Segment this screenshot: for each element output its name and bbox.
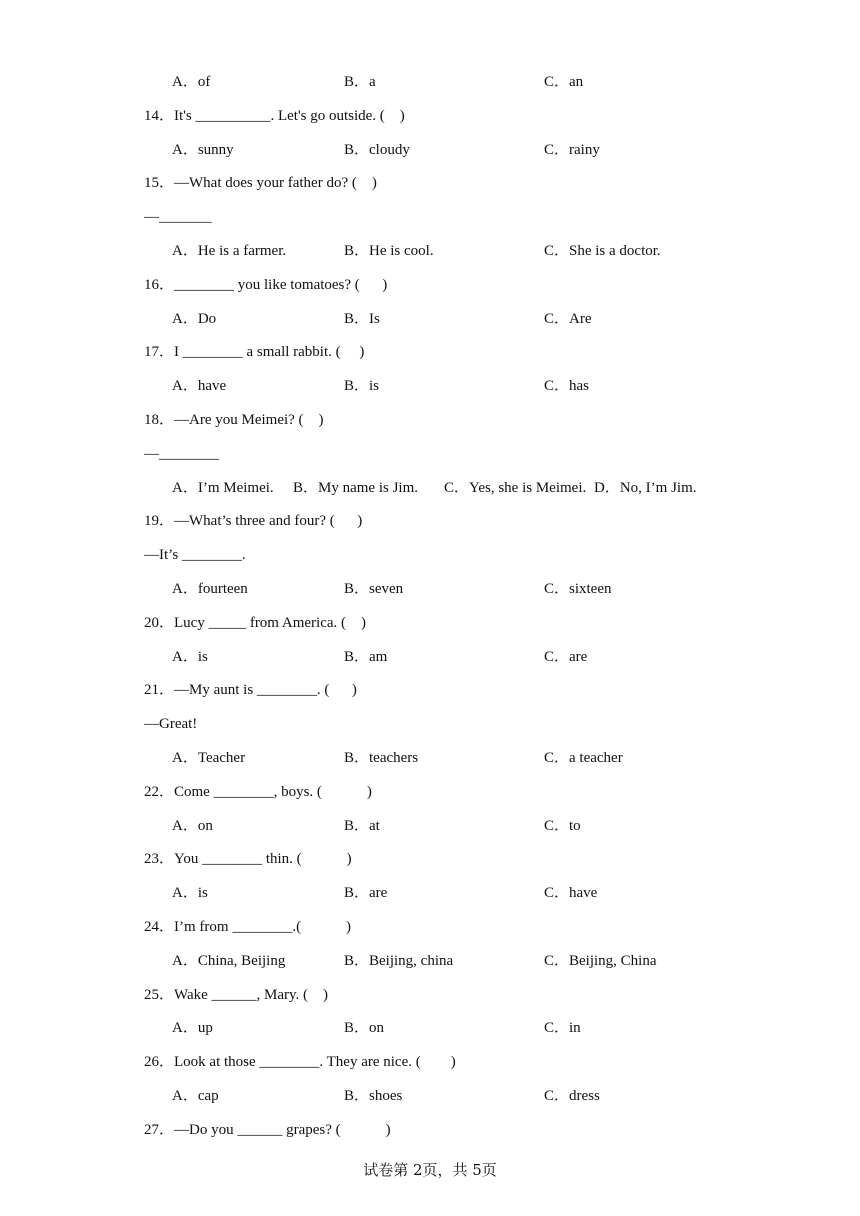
option-a: A．cap: [172, 1088, 219, 1104]
question-text: 26．Look at those ________. They are nice. ( ): [144, 1054, 456, 1070]
option-c: C．in: [544, 1020, 581, 1036]
question-text: 18．—Are you Meimei? ( ): [144, 412, 324, 428]
option-b: B．shoes: [344, 1088, 403, 1104]
option-c: C．rainy: [544, 142, 600, 158]
option-c: C．a teacher: [544, 750, 623, 766]
answer-line: —Great!: [144, 716, 198, 732]
question-text: 21．—My aunt is ________. ( ): [144, 682, 357, 698]
question-text: 16．________ you like tomatoes? ( ): [144, 277, 388, 293]
option-a: A．is: [172, 885, 208, 901]
option-b: B．am: [344, 649, 388, 665]
option-b: B．cloudy: [344, 142, 410, 158]
option-a: A．China, Beijing: [172, 953, 286, 969]
page-footer: 试卷第 2页，共 5页: [363, 1161, 497, 1179]
option-b: B．on: [344, 1020, 385, 1036]
option-b: B．seven: [344, 581, 404, 597]
option-b: B．Is: [344, 311, 380, 327]
option-b: B．at: [344, 818, 380, 834]
option-a: A．have: [172, 378, 227, 394]
option-b: B．are: [344, 885, 388, 901]
option-c: C．sixteen: [544, 581, 612, 597]
option-c: C．She is a doctor.: [544, 243, 661, 259]
question-text: 24．I’m from ________.( ): [144, 919, 352, 935]
option-a: A．is: [172, 649, 208, 665]
option-b: B．teachers: [344, 750, 419, 766]
option-a: A．Teacher: [172, 750, 246, 766]
question-text: 22．Come ________, boys. ( ): [144, 784, 372, 800]
option-c: C．has: [544, 378, 590, 394]
option-a: A．He is a farmer.: [172, 243, 287, 259]
option-a: A．sunny: [172, 142, 234, 158]
option-c: C．to: [544, 818, 581, 834]
option-c: C．dress: [544, 1088, 600, 1104]
question-text: 23．You ________ thin. ( ): [144, 851, 352, 867]
option-c: C．an: [544, 74, 584, 90]
option-a: A．up: [172, 1020, 213, 1036]
option-c: C．Beijing, China: [544, 953, 657, 969]
answer-line: —It’s ________.: [144, 547, 246, 563]
answer-line: —________: [144, 446, 219, 462]
option-b: B．He is cool.: [344, 243, 434, 259]
option-d: D．No, I’m Jim.: [594, 480, 697, 496]
option-c: C．are: [544, 649, 588, 665]
option-b: B．Beijing, china: [344, 953, 454, 969]
option-c: C．have: [544, 885, 598, 901]
question-text: 17．I ________ a small rabbit. ( ): [144, 344, 365, 360]
question-text: 15．—What does your father do? ( ): [144, 175, 377, 191]
option-a: A．Do: [172, 311, 217, 327]
option-b: B．My name is Jim.: [293, 480, 419, 496]
option-c: C．Yes, she is Meimei.: [444, 480, 587, 496]
answer-line: —_______: [144, 209, 212, 225]
option-c: C．Are: [544, 311, 592, 327]
question-text: 27．—Do you ______ grapes? ( ): [144, 1122, 391, 1138]
question-text: 19．—What’s three and four? ( ): [144, 513, 363, 529]
option-b: B．is: [344, 378, 380, 394]
option-a: A．fourteen: [172, 581, 248, 597]
option-b: B．a: [344, 74, 376, 90]
question-text: 25．Wake ______, Mary. ( ): [144, 987, 329, 1003]
question-text: 14．It's __________. Let's go outside. ( ): [144, 108, 405, 124]
option-a: A．of: [172, 74, 211, 90]
option-a: A．on: [172, 818, 213, 834]
question-text: 20．Lucy _____ from America. ( ): [144, 615, 367, 631]
option-a: A．I’m Meimei.: [172, 480, 274, 496]
